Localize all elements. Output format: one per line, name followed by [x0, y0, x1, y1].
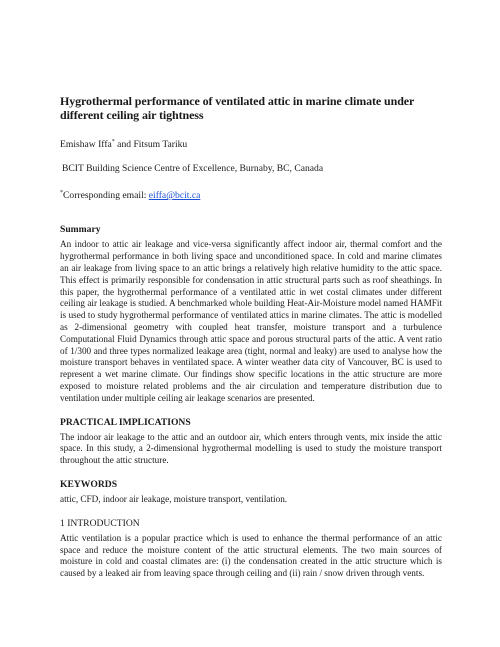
corresponding-mark: *	[111, 139, 115, 145]
corresponding-label: Corresponding email:	[63, 190, 149, 202]
author-line	[60, 136, 442, 151]
paper-content	[60, 94, 442, 580]
keywords-heading: KEYWORDS	[60, 478, 118, 490]
introduction-heading: 1 INTRODUCTION	[60, 517, 140, 529]
introduction-text: Attic ventilation is a popular practice which is used to enhance the thermal performance of an attic space and reduce the moisture content of the attic structural elements. The two main sources of moisture in cold and coastal climates are: (i) the condensation created in the attic structure which is caused by a leaked air from leaving space through ceiling and (ii) rain / snow driven through vents.	[60, 532, 442, 579]
practical-implications-heading: PRACTICAL IMPLICATIONS	[60, 416, 191, 428]
summary-text: An indoor to attic air leakage and vice-versa significantly affect indoor air, thermal comfort and the hygrothermal performance in both living space and unconditioned space. In cold and marine climates an air leakage from living space to an attic brings a relatively high relative humidity to the attic space. This effect is primarily responsible for condensation in attic structural parts such as roof sheathings. In this paper, the hygrothermal performance of a ventilated attic in wet costal climates under different ceiling air leakage is studied. A benchmarked whole building Heat-Air-Moisture model named HAMFit is used to study hygrothermal performance of ventilated attics in marine climates. The attic is modelled as 2-dimensional geometry with coupled heat transfer, moisture transport and a turbulence Computational Fluid Dynamics through attic space and porous structural parts of the attic. A vent ratio of 1/300 and three types normalized leakage area (tight, normal and leaky) are used to analyse how the moisture transport behaves in ventilated space. A winter weather data city of Vancouver, BC is used to represent a wet marine climate. Our findings show specific locations in the attic structure are more exposed to moisture related problems and the air circulation and temperature distribution due to ventilation under multiple ceiling air leakage scenarios are presented.	[60, 239, 442, 403]
corresponding-email-line	[60, 187, 442, 202]
affiliation: BCIT Building Science Centre of Excellence, Burnaby, BC, Canada	[62, 163, 324, 175]
practical-implications-text: The indoor air leakage to the attic and an outdoor air, which enters through vents, mix inside the attic space. In this study, a 2-dimensional hygrothermal modelling is used to study the moisture transport throughout the attic structure.	[60, 431, 442, 466]
email-link[interactable]: eiffa@bcit.ca	[148, 190, 201, 202]
paper-title: Hygrothermal performance of ventilated attic in marine climate under different ceiling air tightness	[60, 94, 415, 122]
author-joiner: and	[114, 139, 134, 151]
keywords-text: attic, CFD, indoor air leakage, moisture transport, ventilation.	[60, 493, 288, 504]
author-name: Fitsum Tariku	[133, 139, 188, 151]
summary-heading: Summary	[60, 224, 101, 236]
corresponding-mark: *	[60, 190, 63, 197]
author-name: Emishaw Iffa	[60, 139, 112, 151]
